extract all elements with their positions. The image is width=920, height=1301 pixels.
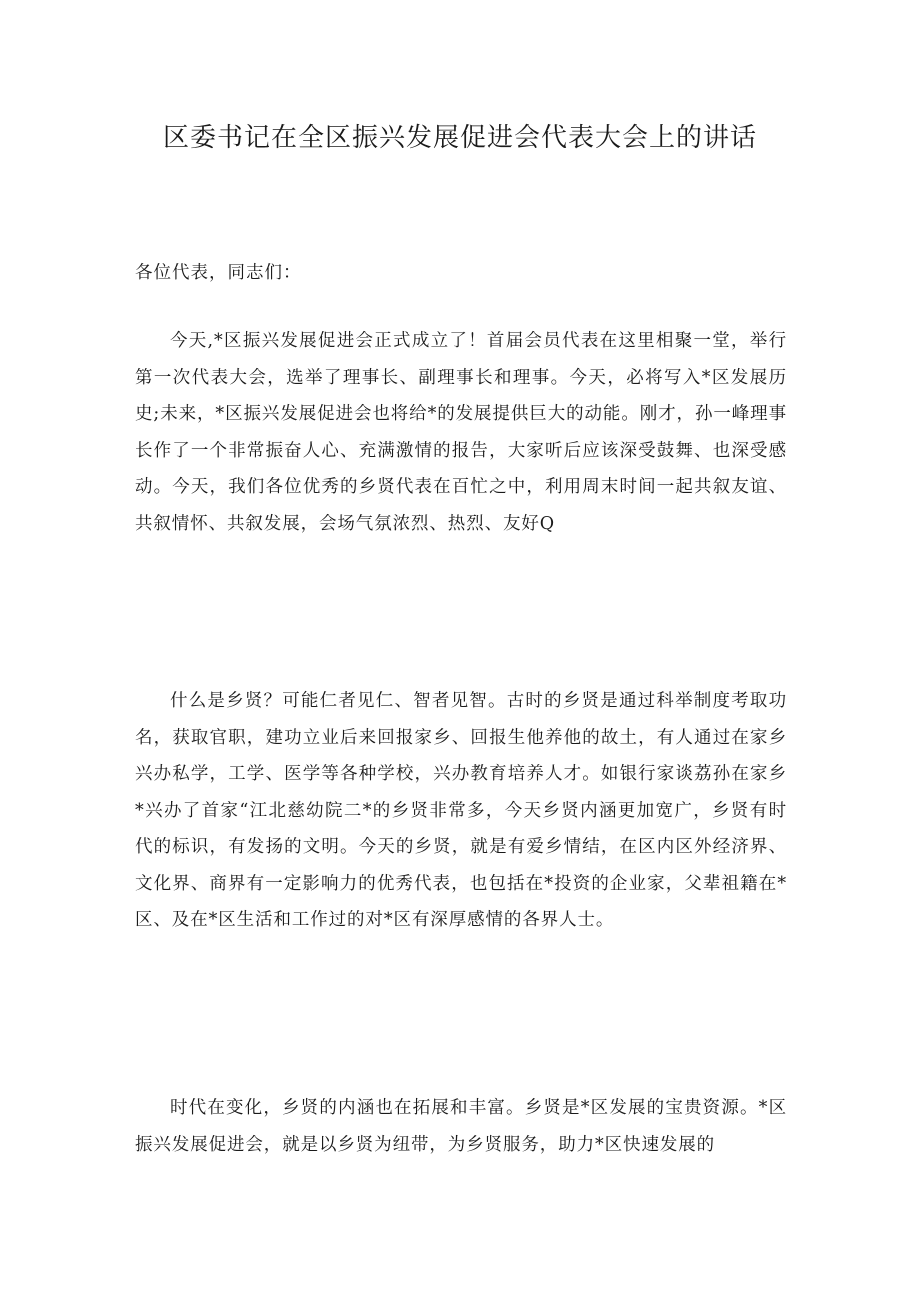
paragraph-1: 今天,*区振兴发展促进会正式成立了！首届会员代表在这里相聚一堂，举行第一次代表大会，选举了理事长、副理事长和理事。今天，必将写入*区发展历史;未来，*区振兴发展促进会也将给*的发展提供巨大的动能。刚才，孙一峰理事长作了一个非常振奋人心、充满激情的报告，大家听后应该深受鼓舞、也深受感动。今天，我们各位优秀的乡贤代表在百忙之中，利用周末时间一起共叙友谊、共叙情怀、共叙发展，会场气氛浓烈、热烈、友好Q — [135, 331, 787, 534]
salutation: 各位代表，同志们： — [135, 263, 302, 283]
document-title: 区委书记在全区振兴发展促进会代表大会上的讲话 — [162, 123, 757, 153]
paragraph-2: 什么是乡贤？可能仁者见仁、智者见智。古时的乡贤是通过科举制度考取功名，获取官职，建功立业后来回报家乡、回报生他养他的故土，有人通过在家乡兴办私学，工学、医学等各种学校，兴办教育培养人才。如银行家谈荔孙在家乡*兴办了首家“江北慈幼院二*的乡贤非常多，今天乡贤内涵更加宽广，乡贤有时代的标识，有发扬的文明。今天的乡贤，就是有爱乡情结，在区内区外经济界、文化界、商界有一定影响力的优秀代表，也包括在*投资的企业家，父辈祖籍在*区、及在*区生活和工作过的对*区有深厚感情的各界人士。 — [135, 691, 787, 930]
paragraph-3: 时代在变化，乡贤的内涵也在拓展和丰富。乡贤是*区发展的宝贵资源。*区振兴发展促进会，就是以乡贤为纽带，为乡贤服务，助力*区快速发展的 — [135, 1098, 787, 1155]
